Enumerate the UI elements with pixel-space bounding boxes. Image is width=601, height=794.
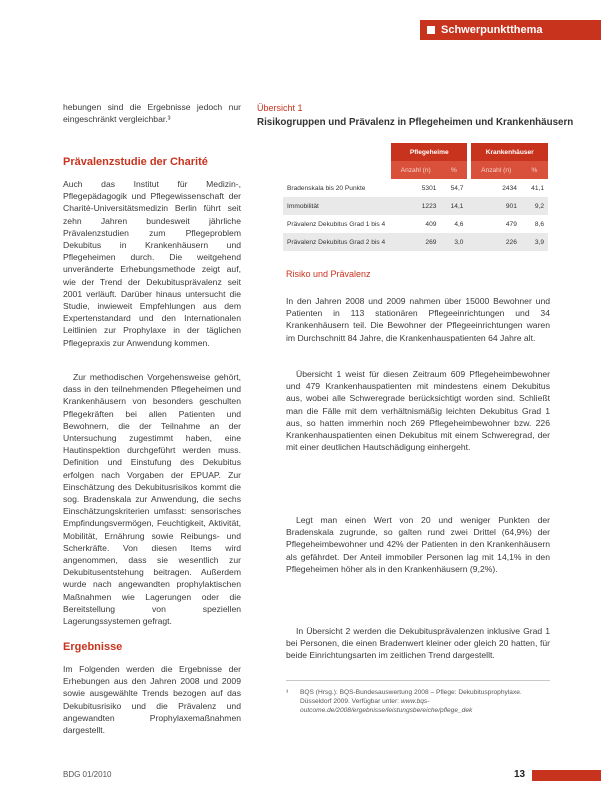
overview-overline: Übersicht 1 bbox=[257, 103, 303, 113]
table-cell: 269 bbox=[391, 233, 440, 251]
row-label: Bradenskala bis 20 Punkte bbox=[287, 184, 366, 192]
risiko-paragraph-4: In Übersicht 2 werden die Dekubitusprävalenzen inklusive Grad 1 bei Personen, die einen Bradenwert kleiner oder gleich 20 hatten, für beide Einrichtungsarten im zeitlichen Trend dargestellt. bbox=[286, 626, 550, 661]
header-square-icon bbox=[427, 26, 435, 34]
table-cell: 226 bbox=[471, 233, 520, 251]
footer-issue: BDG 01/2010 bbox=[63, 770, 112, 779]
footnote-link[interactable]: www.bqs-outcome.de/2008/ergebnisse/leistungsbereiche/pflege_dek bbox=[300, 698, 473, 714]
row-label: Prävalenz Dekubitus Grad 1 bis 4 bbox=[287, 220, 386, 228]
row-label: Immobilität bbox=[283, 197, 391, 215]
charite-paragraph-1: Auch das Institut für Medizin-, Pflegepädagogik und Pflegewissenschaft der Charité-Universitätsmedizin Berlin führt seit zehn Jahren bundesweit jährliche Prävalenzstudien zum Pflegeproblem Dekubitus in Krankenhäusern und Pflegeheimen durch. Die weitgehend unveränderte Erhebungsmethode zeigt auf, wie der Trend der Dekubitusprävalenz seit 2001 verläuft. Darüber hinaus untersucht die Studie, inwieweit Empfehlungen aus dem Expertenstandard und den Internationalen Leitlinien zur Prophylaxe in der täglichen Pflegepraxis zur Anwendung kommen. bbox=[63, 179, 241, 348]
table-row bbox=[283, 215, 548, 233]
overview-title: Risikogruppen und Prävalenz in Pflegeheimen und Krankenhäusern bbox=[257, 117, 574, 128]
sub-header: Anzahl (n) bbox=[391, 161, 440, 179]
risiko-paragraph-1: In den Jahren 2008 und 2009 nahmen über 15000 Bewohner und Patienten in 113 stationären Pflegeeinrichtungen und 34 Krankenhäusern teil. Die Bewohner der Pflegeeinrichtungen waren im Durchschnitt 84 Jahre, die Krankenhauspatienten 64 Jahre alt. bbox=[286, 296, 550, 343]
table-cell: 8,6 bbox=[534, 220, 544, 228]
table-cell: 409 bbox=[425, 220, 437, 228]
footnote bbox=[300, 688, 550, 715]
table-row bbox=[283, 197, 548, 215]
table-cell: 479 bbox=[505, 220, 517, 228]
overview-table bbox=[283, 143, 548, 251]
subheading-risiko: Risiko und Prävalenz bbox=[286, 269, 371, 279]
table-cell: 9,2 bbox=[521, 197, 548, 215]
table-row bbox=[283, 233, 548, 251]
row-label: Prävalenz Dekubitus Grad 2 bis 4 bbox=[283, 233, 391, 251]
table-cell: 1223 bbox=[391, 197, 440, 215]
table-cell: 2434 bbox=[502, 184, 517, 192]
sub-header: % bbox=[521, 161, 548, 179]
group-header-pflegeheime: Pflegeheime bbox=[391, 143, 467, 161]
footnote-divider bbox=[286, 680, 550, 681]
charite-paragraph-2: Zur methodischen Vorgehensweise gehört, dass in den teilnehmenden Pflegeheimen und Krankenhäusern von besonders geschulten Pflegekräften bei allen Patienten und Bewohnern, die der Teilnahme an der Untersuchung zugestimmt haben, eine Hautinspektion durchgeführt werden muss. Definition und Einstufung des Dekubitus erfolgen nach Vorgaben der EPUAP. Zur Einschätzung des Dekubitusrisikos kommt die sog. Bradenskala zur Anwendung, die sechs Einschätzungskriterien umfasst: sensorisches Empfindungsvermögen, Feuchtigkeit, Aktivität, Mobilität, Ernährung sowie Reibungs- und Scherkräfte. Von diesen Items wird angenommen, dass sie wesentlich zur Dekubitusentstehung beitragen. Außerdem wurde nach angewandten prophylaktischen Maßnahmen wie Lagerungen oder die Bereitstellung von speziellen Lagerungssystemen gefragt. bbox=[63, 372, 241, 627]
footnote-text: BQS (Hrsg.): BQS-Bundesauswertung 2008 – Pflege: Dekubitusprophylaxe. Düsseldorf 2009. Verfügbar unter: bbox=[300, 689, 522, 705]
risiko-paragraph-3: Legt man einen Wert von 20 und weniger Punkten der Bradenskala zugrunde, so galten rund zwei Drittel (64,9%) der Pflegeheimbewohner und 42% der Patienten in den Krankenhäusern als gefährdet. Der Anteil immobiler Personen lag mit 14,1% in den Pflegeheimen höher als in den Krankenhäusern (9,2%). bbox=[286, 515, 550, 574]
table-cell: 3,9 bbox=[521, 233, 548, 251]
table-cell: 14,1 bbox=[440, 197, 467, 215]
table-row bbox=[283, 179, 548, 197]
table-cell: 5301 bbox=[421, 184, 437, 192]
table-cell: 41,1 bbox=[531, 184, 544, 192]
footnote-marker: ³ bbox=[286, 689, 289, 696]
sub-header: Anzahl (n) bbox=[471, 161, 520, 179]
table-cell: 4,6 bbox=[454, 220, 464, 228]
intro-paragraph: hebungen sind die Ergebnisse jedoch nur eingeschränkt vergleichbar.³ bbox=[63, 102, 241, 125]
section-heading-ergebnisse: Ergebnisse bbox=[63, 641, 123, 653]
group-header-krankenhaeuser: Krankenhäuser bbox=[471, 143, 548, 161]
section-title: Schwerpunktthema bbox=[441, 24, 543, 36]
footer-bar bbox=[532, 770, 601, 781]
sub-header: % bbox=[440, 161, 467, 179]
overview-table-wrapper bbox=[283, 143, 548, 251]
page-number: 13 bbox=[514, 769, 526, 780]
section-heading-charite: Prävalenzstudie der Charité bbox=[63, 156, 208, 168]
risiko-paragraph-2: Übersicht 1 weist für diesen Zeitraum 609 Pflegeheimbewohner und 479 Krankenhauspatienten mit mindestens einem Dekubitus aus, wobei alle Schweregrade berücksichtigt worden sind. Schließt man die Fälle mit dem verhältnismäßig leichten Dekubitus Grad 1 aus, so hatten immerhin noch 269 Pflegeheimbewohner bzw. 226 Krankenhauspatienten einen Dekubitus mit einem Schweregrad, der mit einer deutlichen Hautschädigung einhergeht. bbox=[286, 369, 550, 453]
table-cell: 54,7 bbox=[450, 184, 464, 192]
ergebnisse-paragraph: Im Folgenden werden die Ergebnisse der Erhebungen aus den Jahren 2008 und 2009 sowie ausgewählte Trends bezogen auf das Dekubitusrisiko und die Prävalenz und angewandten Prophylaxemaßnahmen dargestellt. bbox=[63, 664, 241, 736]
table-cell: 3,0 bbox=[440, 233, 467, 251]
table-cell: 901 bbox=[471, 197, 520, 215]
